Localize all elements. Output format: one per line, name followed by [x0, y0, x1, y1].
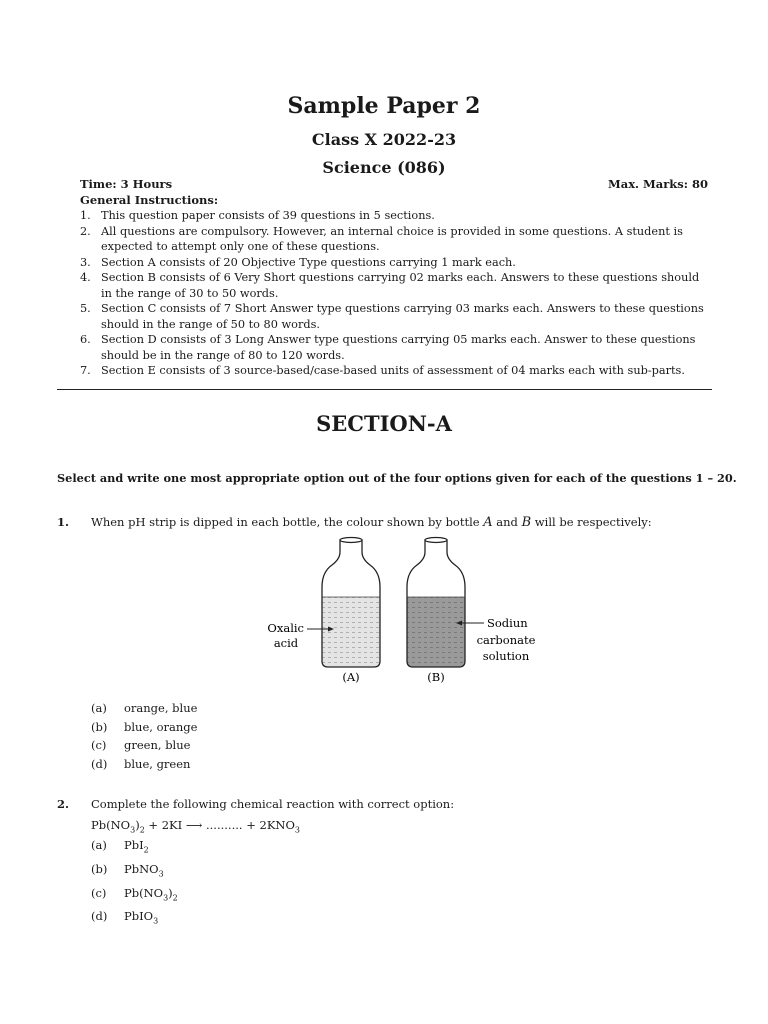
option-text: orange, blue — [124, 701, 198, 715]
option-text: green, blue — [124, 738, 191, 752]
label-solution: solution — [482, 649, 530, 663]
option-item — [91, 860, 178, 884]
option-formula: PbI — [124, 838, 144, 852]
caption-b: (B) — [427, 670, 445, 684]
question-number: 2. — [57, 797, 70, 811]
bottle-a-rim — [340, 538, 362, 543]
section-divider — [57, 389, 712, 390]
label-acid: acid — [273, 636, 299, 650]
question-text: Complete the following chemical reaction with correct option: — [91, 797, 455, 811]
instruction-number: 1. — [80, 209, 91, 222]
bottles-figure — [250, 535, 550, 690]
eq-subscript: 3 — [294, 825, 301, 835]
eq-part: + 2KI — [144, 818, 186, 832]
option-label: (d) — [91, 756, 108, 771]
general-instructions-heading: General Instructions: — [80, 193, 219, 207]
option-text: blue, green — [124, 756, 191, 771]
option-text: blue, orange — [124, 719, 198, 734]
time-allowed: Time: 3 Hours — [80, 177, 173, 191]
instruction-number: 7. — [80, 364, 91, 377]
instruction-item — [80, 270, 712, 301]
instruction-number: 5. — [80, 302, 91, 315]
option-item — [91, 736, 197, 755]
instruction-text: Section B consists of 6 Very Short questions carrying 02 marks each. Answers to these questions should in the range of 30 to 50 words. — [101, 271, 700, 300]
bottle-b-liquid — [407, 597, 465, 667]
instruction-item — [80, 224, 712, 255]
instruction-number: 3. — [80, 255, 91, 269]
section-a-heading: SECTION-A — [316, 411, 452, 436]
eq-part: + 2KNO — [246, 818, 295, 832]
instruction-text: Section D consists of 3 Long Answer type questions carrying 05 marks each. Answer to these questions should be in the range of 80 to 120 words. — [101, 333, 696, 362]
option-item — [91, 699, 197, 718]
reaction-arrow: ⟶ — [185, 818, 203, 832]
option-label: (d) — [91, 909, 108, 924]
paper-title: Sample Paper 2 — [287, 93, 481, 119]
label-oxalic: Oxalic — [267, 621, 304, 635]
instruction-text: All questions are compulsory. However, an internal choice is provided in some questions. A student is expected to attempt only one of these questions. — [101, 224, 683, 253]
subject-line: Science (086) — [322, 158, 446, 177]
question-text-part: When pH strip is dipped in each bottle, the colour shown by bottle — [91, 515, 484, 529]
option-label: (c) — [91, 738, 107, 752]
option-item — [91, 755, 197, 774]
option-label: (b) — [91, 861, 108, 876]
bottle-b-variable: B — [521, 515, 532, 530]
label-sodiun: Sodiun — [487, 616, 528, 630]
eq-subscript: 2 — [139, 825, 145, 835]
q2-options — [91, 836, 178, 931]
bottle-a — [322, 538, 380, 668]
option-label: (c) — [91, 885, 107, 900]
option-formula: PbNO — [124, 861, 159, 876]
question-text — [91, 515, 652, 530]
question-text-part: will be respectively: — [531, 515, 652, 529]
option-subscript: 3 — [158, 869, 164, 879]
option-label: (b) — [91, 719, 108, 734]
question-number: 1. — [57, 515, 70, 529]
eq-part: ) — [135, 818, 140, 832]
bottle-b — [407, 538, 465, 668]
option-subscript: 2 — [172, 892, 178, 902]
eq-subscript: 3 — [130, 825, 136, 835]
eq-blank: .......... — [202, 818, 247, 832]
eq-part: Pb — [91, 818, 107, 832]
class-line: Class X 2022-23 — [311, 130, 457, 149]
question-text-part: and — [492, 515, 522, 529]
option-formula: Pb(NO — [124, 885, 164, 900]
chemical-equation — [91, 818, 300, 834]
instruction-text: Section C consists of 7 Short Answer type questions carrying 03 marks each. Answers to these questions should in the range of 50 to 80 words. — [101, 302, 704, 331]
option-formula: PbIO — [124, 909, 154, 924]
option-item — [91, 884, 178, 908]
bottle-a-variable: A — [483, 515, 493, 530]
caption-a: (A) — [342, 670, 360, 684]
option-subscript: 3 — [163, 892, 169, 902]
instruction-number: 2. — [80, 224, 91, 238]
q1-options — [91, 699, 197, 773]
option-subscript: 3 — [153, 916, 159, 926]
bottle-a-liquid — [322, 597, 380, 667]
max-marks: Max. Marks: 80 — [608, 177, 708, 191]
section-a-directive: Select and write one most appropriate option out of the four options given for each of the questions 1 – 20. — [57, 471, 737, 485]
instruction-item — [80, 332, 712, 363]
instruction-item — [80, 208, 712, 224]
option-subscript: 2 — [143, 845, 149, 855]
instruction-number: 6. — [80, 333, 91, 346]
instruction-item — [80, 255, 712, 271]
instruction-text: Section A consists of 20 Objective Type questions carrying 1 mark each. — [101, 255, 516, 269]
bottle-b-rim — [425, 538, 447, 543]
instruction-text: Section E consists of 3 source-based/case-based units of assessment of 04 marks each with sub-parts. — [101, 364, 685, 377]
option-formula-tail: ) — [168, 885, 173, 900]
instruction-text: This question paper consists of 39 questions in 5 sections. — [101, 209, 435, 222]
instruction-item — [80, 363, 712, 379]
option-item — [91, 718, 197, 737]
option-item — [91, 836, 178, 860]
label-carbonate: carbonate — [476, 633, 536, 647]
eq-part: (NO — [106, 818, 131, 832]
option-label: (a) — [91, 701, 107, 715]
instructions-list — [80, 208, 712, 379]
instruction-number: 4. — [80, 271, 91, 284]
option-item — [91, 907, 178, 931]
option-label: (a) — [91, 838, 107, 852]
instruction-item — [80, 301, 712, 332]
